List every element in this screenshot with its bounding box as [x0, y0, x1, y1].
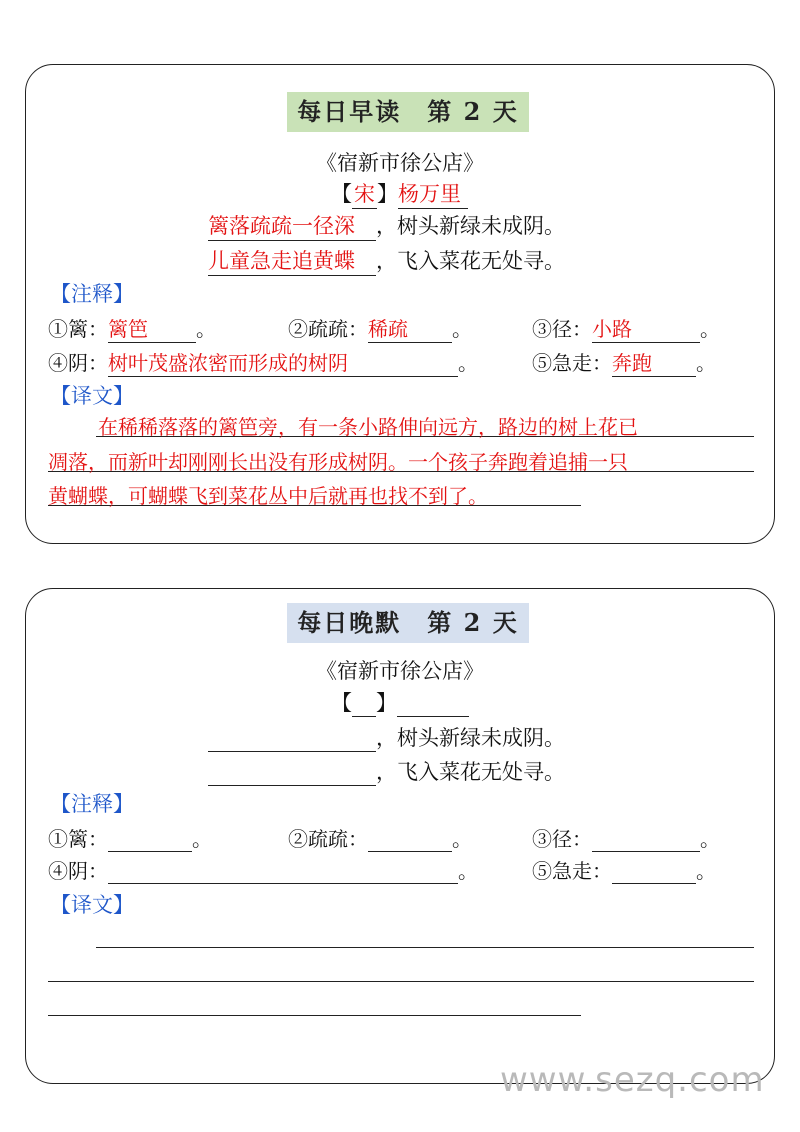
note-label: ①篱：	[48, 317, 108, 341]
line1-blank[interactable]	[208, 729, 376, 752]
line2-blank[interactable]	[208, 763, 376, 786]
note-2	[288, 823, 472, 852]
note-end: 。	[696, 351, 716, 375]
line2-rest: ，飞入菜花无处寻。	[376, 760, 565, 784]
note-answer: 奔跑	[612, 347, 696, 377]
note-end: 。	[452, 827, 472, 851]
note-end: 。	[458, 859, 478, 883]
line1-rest: ，树头新绿未成阴。	[376, 214, 565, 238]
note-answer: 篱笆	[108, 313, 196, 343]
translation-line-2: 凋落，而新叶却刚刚长出没有形成树阴。一个孩子奔跑着追捕一只	[48, 450, 628, 474]
note-end: 。	[696, 859, 716, 883]
line2-answer: 儿童急走追黄蝶	[208, 245, 376, 276]
translation-blank-line[interactable]	[96, 947, 754, 948]
note-label: ⑤急走：	[532, 351, 612, 375]
notes-heading: 【注释】	[50, 792, 134, 816]
poem-title: 《宿新市徐公店》	[316, 151, 484, 175]
note-label: ④阴：	[48, 351, 108, 375]
poem-line-2	[208, 245, 565, 276]
author-line	[331, 178, 468, 209]
author-line	[331, 687, 469, 717]
note-4	[48, 347, 478, 377]
line1-rest: ，树头新绿未成阴。	[376, 726, 565, 750]
poem-line-1	[208, 210, 565, 241]
note-3	[532, 823, 720, 852]
line2-rest: ，飞入菜花无处寻。	[376, 249, 565, 273]
note-label: ④阴：	[48, 859, 108, 883]
author-answer: 杨万里	[398, 178, 468, 209]
note-blank[interactable]	[368, 829, 452, 852]
note-answer: 树叶茂盛浓密而形成的树阴	[108, 347, 458, 377]
note-end: 。	[458, 351, 478, 375]
note-end: 。	[700, 827, 720, 851]
note-2	[288, 313, 472, 343]
author-blank[interactable]	[397, 694, 469, 717]
dynasty-blank[interactable]	[352, 694, 376, 717]
translation-heading: 【译文】	[50, 384, 134, 408]
note-blank[interactable]	[592, 829, 700, 852]
note-4	[48, 855, 478, 884]
note-5	[532, 855, 716, 884]
note-end: 。	[700, 317, 720, 341]
dynasty-answer: 宋	[352, 178, 377, 209]
translation-heading: 【译文】	[50, 893, 134, 917]
translation-line-1: 在稀稀落落的篱笆旁，有一条小路伸向远方，路边的树上花已	[98, 415, 638, 439]
dynasty-bracket-open: 【	[331, 691, 352, 715]
note-blank[interactable]	[108, 829, 192, 852]
translation-line-3: 黄蝴蝶，可蝴蝶飞到菜花丛中后就再也找不到了。	[48, 484, 488, 508]
note-answer: 稀疏	[368, 313, 452, 343]
evening-dictation-card	[25, 588, 775, 1084]
note-label: ⑤急走：	[532, 859, 612, 883]
dynasty-bracket-close: 】	[377, 182, 398, 206]
note-label: ①篱：	[48, 827, 108, 851]
morning-reading-card	[25, 64, 775, 544]
note-blank[interactable]	[108, 861, 458, 884]
note-label: ②疏疏：	[288, 317, 368, 341]
note-3	[532, 313, 720, 343]
dynasty-bracket-close: 】	[376, 691, 397, 715]
note-5	[532, 347, 716, 377]
note-end: 。	[196, 317, 216, 341]
dynasty-bracket-open: 【	[331, 182, 352, 206]
poem-line-2	[208, 756, 565, 786]
card-title: 每日早读 第 2 天	[287, 92, 529, 132]
notes-heading: 【注释】	[50, 282, 134, 306]
note-label: ③径：	[532, 827, 592, 851]
translation-blank-line[interactable]	[48, 981, 754, 982]
poem-line-1	[208, 722, 565, 752]
note-blank[interactable]	[612, 861, 696, 884]
translation-blank-line[interactable]	[48, 1015, 581, 1016]
note-answer: 小路	[592, 313, 700, 343]
watermark: www.sezq.com	[500, 1060, 765, 1100]
note-label: ②疏疏：	[288, 827, 368, 851]
note-1	[48, 313, 216, 343]
card-title: 每日晚默 第 2 天	[287, 603, 529, 643]
note-label: ③径：	[532, 317, 592, 341]
note-1	[48, 823, 212, 852]
line1-answer: 篱落疏疏一径深	[208, 210, 376, 241]
note-end: 。	[452, 317, 472, 341]
note-end: 。	[192, 827, 212, 851]
poem-title: 《宿新市徐公店》	[316, 659, 484, 683]
